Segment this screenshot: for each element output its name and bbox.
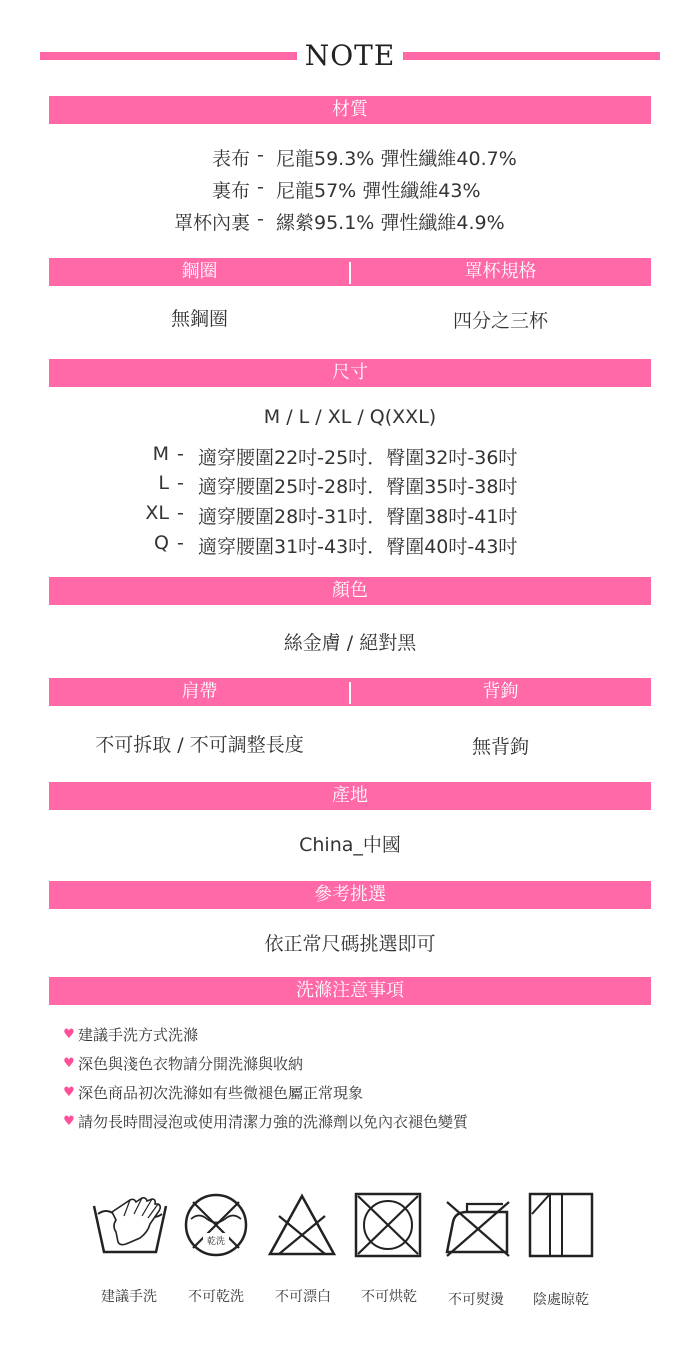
wire-cup-header <box>49 258 651 286</box>
cup-header: 罩杯規格 <box>464 261 537 282</box>
reference-value: 依正常尺碼挑選即可 <box>264 933 436 955</box>
washing-bullet-list <box>62 1020 468 1136</box>
size-row-value: 適穿腰圍31吋-43吋．臀圍40吋-43吋 <box>198 536 518 558</box>
list-item <box>62 1107 468 1136</box>
material-row-label: 表布 <box>211 148 250 170</box>
note-title: NOTE <box>304 39 396 72</box>
material-row-value: 縲縈95.1% 彈性纖維4.9% <box>276 212 505 234</box>
size-row-label: M <box>152 443 169 465</box>
material-row-dash: - <box>257 208 264 230</box>
washing-header: 洗滌注意事項 <box>49 977 651 1005</box>
note-left-bar <box>40 52 297 60</box>
size-row-dash: - <box>177 532 184 554</box>
size-row-dash: - <box>177 502 184 524</box>
bullet-text: 深色與淺色衣物請分開洗滌與收納 <box>78 1054 304 1073</box>
material-row <box>0 208 700 236</box>
no-dry-clean-label: 不可乾洗 <box>188 1289 244 1305</box>
heart-icon: ♥ <box>63 1113 75 1129</box>
hook-header: 背鉤 <box>482 681 519 702</box>
material-row <box>0 176 700 204</box>
reference-header: 參考挑選 <box>49 881 651 909</box>
no-dry-clean-icon <box>183 1192 249 1258</box>
no-tumble-dry-label: 不可烘乾 <box>361 1289 417 1305</box>
size-row-value: 適穿腰圍25吋-28吋．臀圍35吋-38吋 <box>198 476 518 498</box>
strap-hook-header <box>49 678 651 706</box>
size-row-label: L <box>158 472 169 494</box>
material-row-label: 裏布 <box>211 180 250 202</box>
size-summary: M / L / XL / Q(XXL) <box>263 406 437 428</box>
bullet-text: 深色商品初次洗滌如有些微褪色屬正常現象 <box>78 1083 364 1102</box>
material-row <box>0 144 700 172</box>
cup-value: 四分之三杯 <box>452 310 548 332</box>
color-value: 絲金膚 / 絕對黑 <box>283 632 417 654</box>
size-row-dash: - <box>177 472 184 494</box>
size-row <box>0 443 700 473</box>
size-header: 尺寸 <box>49 359 651 387</box>
hand-wash-icon <box>90 1192 170 1258</box>
no-iron-icon <box>443 1198 511 1258</box>
shade-dry-label: 陰處晾乾 <box>533 1292 589 1308</box>
strap-header: 肩帶 <box>181 681 218 702</box>
no-bleach-label: 不可漂白 <box>275 1289 331 1305</box>
wire-value: 無鋼圈 <box>170 308 228 330</box>
size-row-value: 適穿腰圍22吋-25吋．臀圍32吋-36吋 <box>198 447 518 469</box>
size-row-label: XL <box>145 502 169 524</box>
note-right-bar <box>403 52 660 60</box>
material-row-dash: - <box>257 144 264 166</box>
heart-icon: ♥ <box>63 1084 75 1100</box>
list-item <box>62 1020 468 1049</box>
size-row <box>0 502 700 532</box>
bullet-text: 建議手洗方式洗滌 <box>78 1025 199 1044</box>
note-title-row <box>40 40 660 72</box>
material-row-value: 尼龍59.3% 彈性纖維40.7% <box>276 148 517 170</box>
shade-dry-icon <box>528 1192 594 1258</box>
size-row-value: 適穿腰圍28吋-31吋．臀圍38吋-41吋 <box>198 506 518 528</box>
size-row-dash: - <box>177 443 184 465</box>
heart-icon: ♥ <box>63 1055 75 1071</box>
header-divider <box>349 682 351 704</box>
strap-value: 不可拆取 / 不可調整長度 <box>95 734 304 756</box>
size-row <box>0 532 700 562</box>
material-row-value: 尼龍57% 彈性纖維43% <box>276 180 481 202</box>
color-header: 顏色 <box>49 577 651 605</box>
material-header: 材質 <box>49 96 651 124</box>
dry-clean-text: 乾洗 <box>206 1237 226 1247</box>
bullet-text: 請勿長時間浸泡或使用清潔力強的洗滌劑以免內衣褪色變質 <box>78 1112 469 1131</box>
header-divider <box>349 262 351 284</box>
size-row-label: Q <box>154 532 169 554</box>
wire-header: 鋼圈 <box>181 261 218 282</box>
origin-value: China_中國 <box>299 834 401 856</box>
list-item <box>62 1049 468 1078</box>
size-row <box>0 472 700 502</box>
hook-value: 無背鉤 <box>471 736 529 758</box>
no-tumble-dry-icon <box>354 1192 422 1258</box>
hand-wash-label: 建議手洗 <box>101 1289 157 1305</box>
heart-icon: ♥ <box>63 1026 75 1042</box>
origin-header: 產地 <box>49 782 651 810</box>
material-row-dash: - <box>257 176 264 198</box>
list-item <box>62 1078 468 1107</box>
no-iron-label: 不可熨燙 <box>448 1292 504 1308</box>
material-row-label: 罩杯內裏 <box>173 212 250 234</box>
no-bleach-icon <box>267 1192 337 1258</box>
